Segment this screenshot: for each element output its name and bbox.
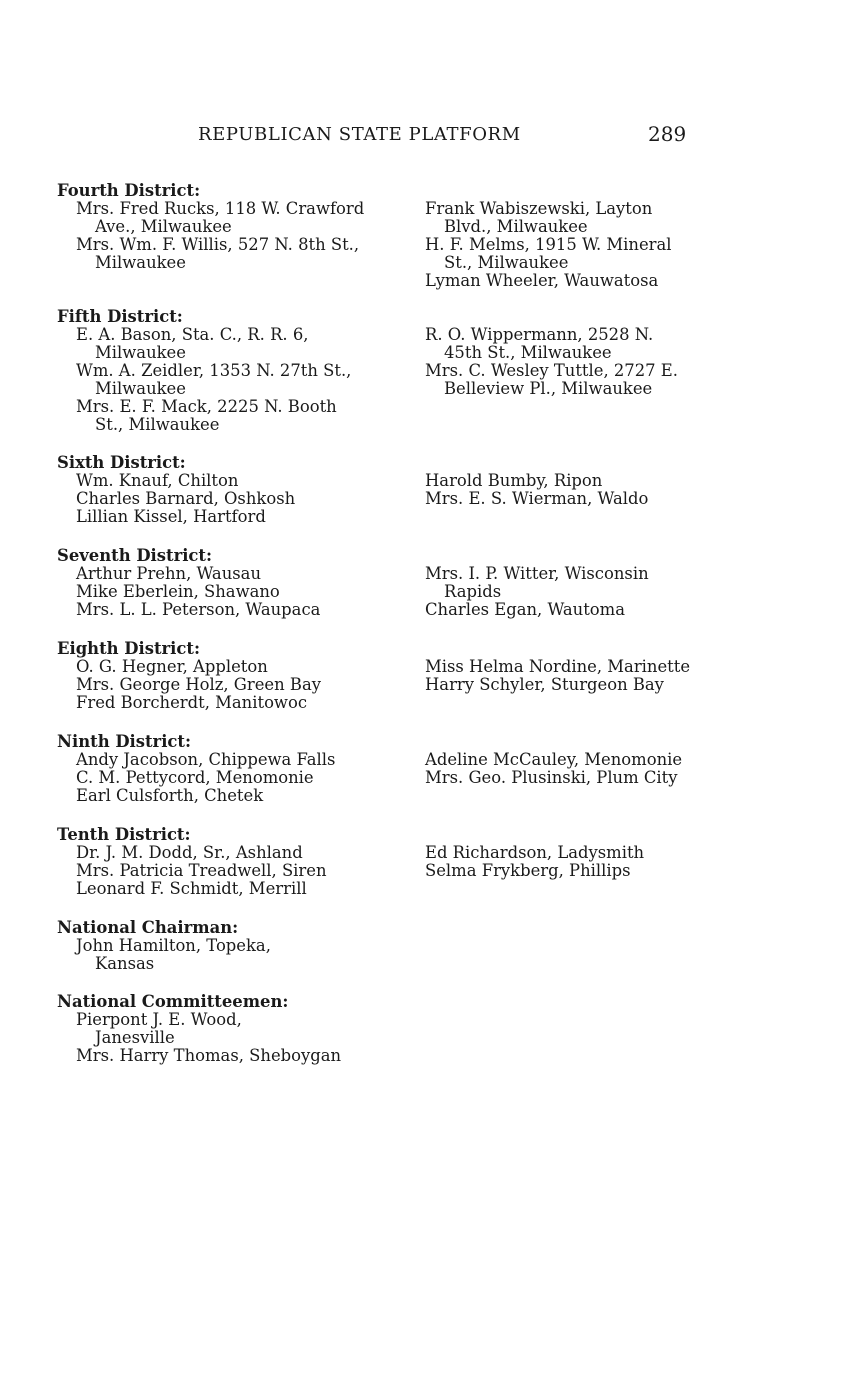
ninth-district-left [57,733,367,805]
list-item: Ed Richardson, Ladysmith [425,843,645,862]
tenth-district-left [57,826,367,898]
list-item: O. G. Hegner, Appleton [76,657,268,676]
national-chairman-section [57,919,367,973]
list-item: Harold Bumby, Ripon [425,471,603,490]
fifth-district-left [57,308,367,434]
list-item: Harry Schyler, Sturgeon Bay [425,675,664,694]
list-item: Selma Frykberg, Phillips [425,861,631,880]
list-item: Charles Egan, Wautoma [425,600,625,619]
list-item: Lillian Kissel, Hartford [76,507,266,526]
list-item: Pierpont J. E. Wood, Janesville [76,1010,242,1047]
list-item: H. F. Melms, 1915 W. Mineral St., Milwaukee [425,235,672,272]
list-item: C. M. Pettycord, Menomonie [76,768,314,787]
sixth-district-left [57,454,367,526]
list-item: Lyman Wheeler, Wauwatosa [425,271,659,290]
page-number: 289 [648,122,687,146]
list-item: Leonard F. Schmidt, Merrill [76,879,307,898]
fourth-district-left [57,182,367,272]
district-heading: Tenth District: [57,825,191,844]
list-item: Arthur Prehn, Wausau [76,564,262,583]
list-item: Mrs. George Holz, Green Bay [76,675,321,694]
list-item: Miss Helma Nordine, Marinette [425,657,691,676]
list-item: Andy Jacobson, Chippewa Falls [76,750,336,769]
list-item: E. A. Bason, Sta. C., R. R. 6, Milwaukee [76,325,309,362]
eighth-district-left [57,640,367,712]
sixth-district-right [406,472,691,508]
district-heading: Fourth District: [57,181,201,200]
list-item: Adeline McCauley, Menomonie [425,750,683,769]
list-item: Mrs. Fred Rucks, 118 W. Crawford Ave., Milwaukee [76,199,365,236]
national-committeemen-section [57,993,367,1065]
list-item: Frank Wabiszewski, Layton Blvd., Milwaukee [425,199,653,236]
district-heading: Seventh District: [57,546,213,565]
district-heading: Eighth District: [57,639,200,658]
district-heading: Ninth District: [57,732,192,751]
seventh-district-left [57,547,367,619]
list-item: Fred Borcherdt, Manitowoc [76,693,308,712]
eighth-district-right [406,658,691,694]
list-item: Mrs. C. Wesley Tuttle, 2727 E. Belleview Pl., Milwaukee [425,361,678,398]
list-item: Mrs. E. F. Mack, 2225 N. Booth St., Milwaukee [76,397,337,434]
list-item: Wm. A. Zeidler, 1353 N. 27th St., Milwaukee [76,361,352,398]
list-item: R. O. Wippermann, 2528 N. 45th St., Milwaukee [425,325,654,362]
ninth-district-right [406,751,691,787]
list-item: Mrs. E. S. Wierman, Waldo [425,489,649,508]
seventh-district-right [406,565,691,619]
list-item: Mrs. I. P. Witter, Wisconsin Rapids [425,564,649,601]
tenth-district-right [406,844,691,880]
section-heading: National Chairman: [57,918,239,937]
district-heading: Fifth District: [57,307,183,326]
list-item: Mike Eberlein, Shawano [76,582,280,601]
list-item: Earl Culsforth, Chetek [76,786,264,805]
list-item: Mrs. Harry Thomas, Sheboygan [76,1046,342,1065]
list-item: Mrs. Geo. Plusinski, Plum City [425,768,678,787]
list-item: Dr. J. M. Dodd, Sr., Ashland [76,843,303,862]
list-item: Wm. Knauf, Chilton [76,471,239,490]
list-item: Mrs. Patricia Treadwell, Siren [76,861,327,880]
list-item: Mrs. Wm. F. Willis, 527 N. 8th St., Milwaukee [76,235,360,272]
running-title: REPUBLICAN STATE PLATFORM [198,124,521,145]
list-item: John Hamilton, Topeka, Kansas [76,936,271,973]
section-heading: National Committeemen: [57,992,289,1011]
list-item: Mrs. L. L. Peterson, Waupaca [76,600,321,619]
district-heading: Sixth District: [57,453,186,472]
list-item: Charles Barnard, Oshkosh [76,489,296,508]
fourth-district-right [406,200,691,290]
page-header [0,124,859,150]
fifth-district-right [406,326,691,398]
